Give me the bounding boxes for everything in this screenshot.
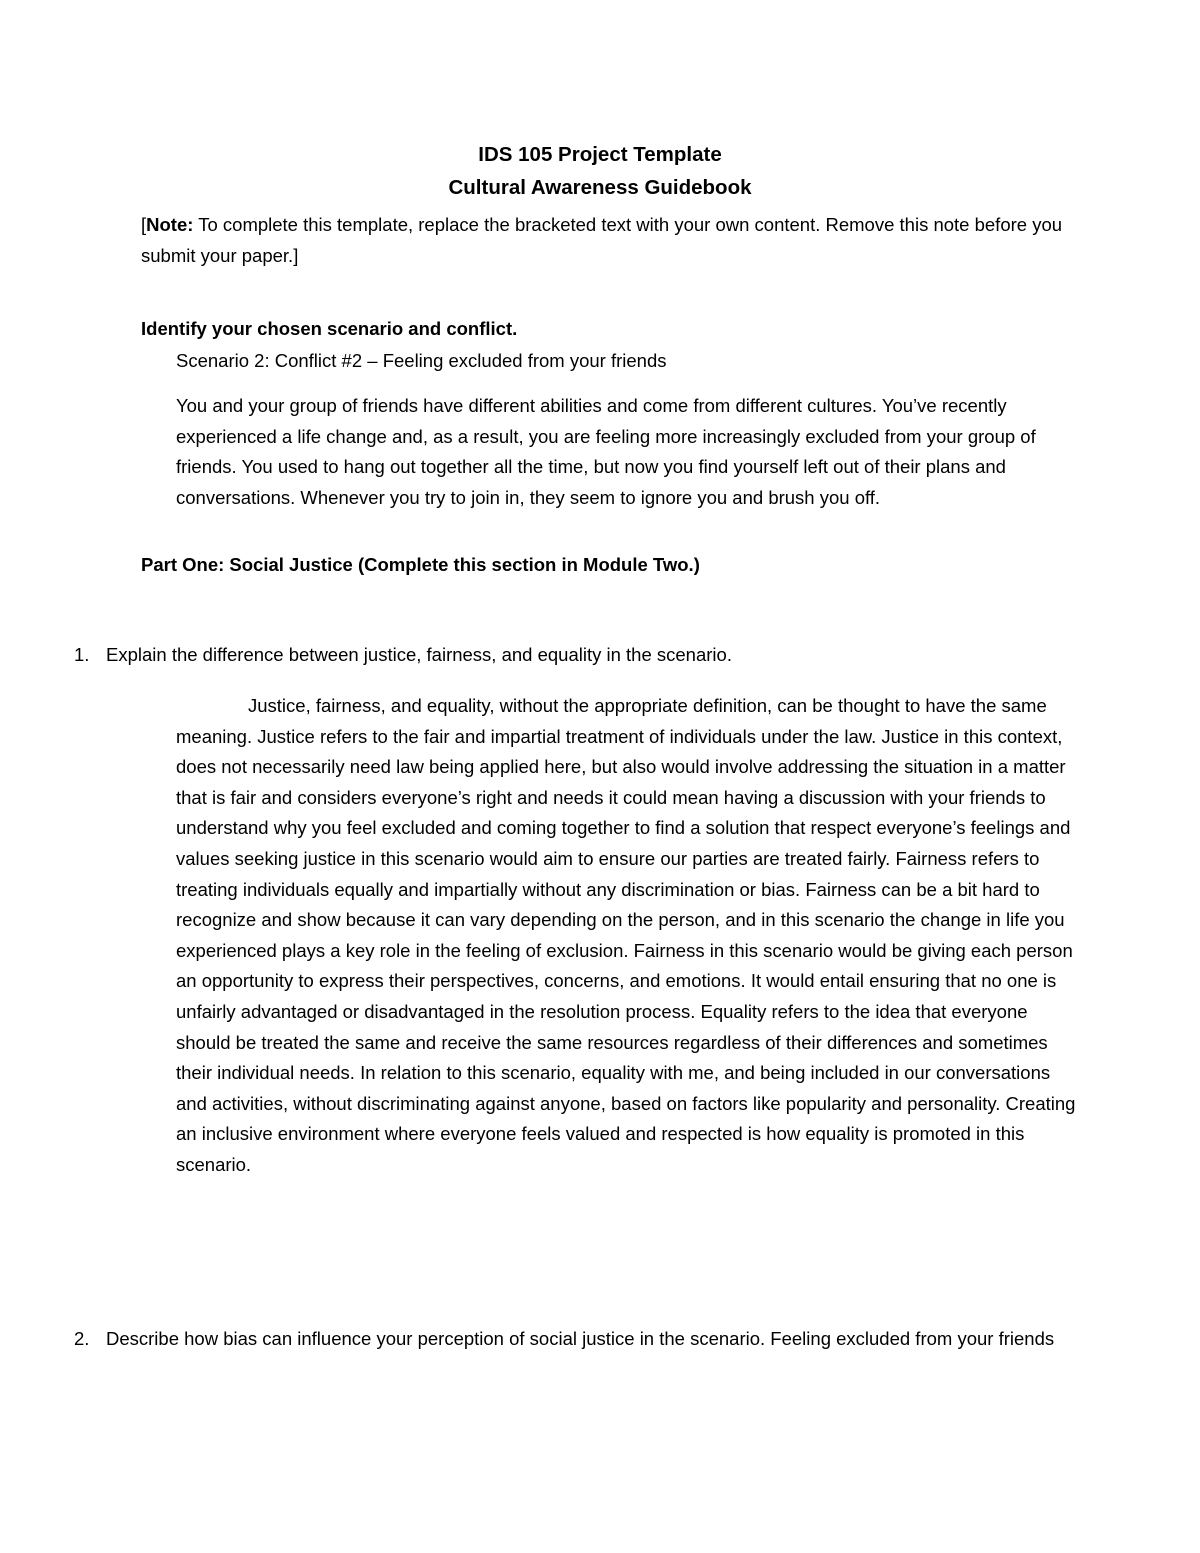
document-title: IDS 105 Project Template [478,143,722,166]
document-subtitle: Cultural Awareness Guidebook [448,176,752,199]
template-note [141,209,1081,271]
scenario-heading: Identify your chosen scenario and conflict. [141,318,518,339]
question-1-text: Explain the difference between justice, fairness, and equality in the scenario. [106,644,732,665]
question-1 [74,640,1074,671]
question-1-answer: Justice, fairness, and equality, without the appropriate definition, can be thought to have the same meaning. Justice refers to the fair and impartial treatment of individuals under the law. Justice in this context, does not necessarily need law being applied here, but also would involve addressing the situation in a matter that is fair and considers everyone’s right and needs it could mean having a discussion with your friends to understand why you feel excluded and coming together to find a solution that respect everyone’s feelings and values seeking justice in this scenario would aim to ensure our parties are treated fairly. Fairness refers to treating individuals equally and impartially without any discrimination or bias. Fairness can be a bit hard to recognize and show because it can vary depending on the person, and in this scenario the change in life you experienced plays a key role in the feeling of exclusion. Fairness in this scenario would be giving each person an opportunity to express their perspectives, concerns, and emotions. It would entail ensuring that no one is unfairly advantaged or disadvantaged in the resolution process. Equality refers to the idea that everyone should be treated the same and receive the same resources regardless of their differences and sometimes their individual needs. In relation to this scenario, equality with me, and being included in our conversations and activities, without discriminating against anyone, based on factors like popularity and personality. Creating an inclusive environment where everyone feels valued and respected is how equality is promoted in this scenario. [176,695,1076,1175]
question-2-text: Describe how bias can influence your perception of social justice in the scenario. Feeling excluded from your friends [106,1328,1055,1349]
scenario-name: Scenario 2: Conflict #2 – Feeling excluded from your friends [176,350,667,371]
question-2 [74,1324,1074,1355]
note-text: To complete this template, replace the bracketed text with your own content. Remove this note before you submit your paper.] [141,214,1063,266]
note-label: Note: [146,214,194,235]
scenario-description: You and your group of friends have different abilities and come from different cultures. You’ve recently experienced a life change and, as a result, you are feeling more increasingly excluded from your group of friends. You used to hang out together all the time, but now you find yourself left out of their plans and conversations. Whenever you try to join in, they seem to ignore you and brush you off. [176,395,1036,508]
part-one-heading: Part One: Social Justice (Complete this section in Module Two.) [141,554,700,575]
question-1-number: 1. [74,644,90,665]
note-open-bracket: [ [141,214,147,235]
question-2-number: 2. [74,1328,90,1349]
